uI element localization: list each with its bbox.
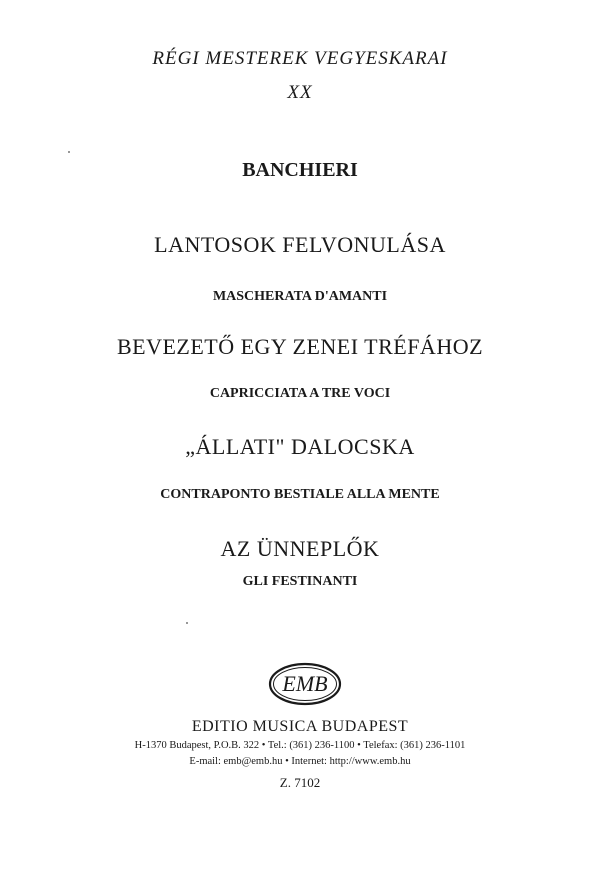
paper-speck [186, 622, 188, 624]
emb-logo [268, 662, 342, 706]
publisher-address: H-1370 Budapest, P.O.B. 322 • Tel.: (361) 236-1100 • Telefax: (361) 236-1101 [134, 740, 466, 751]
series-title: RÉGI MESTEREK VEGYESKARAI [152, 48, 448, 69]
work-title-2: BEVEZETŐ EGY ZENEI TRÉFÁHOZ [116, 334, 484, 359]
publisher-contact: E-mail: emb@emb.hu • Internet: http://www.emb.hu [189, 756, 411, 767]
catalog-number: Z. 7102 [279, 775, 321, 790]
publisher-name: EDITIO MUSICA BUDAPEST [191, 718, 409, 735]
work-subtitle-1: MASCHERATA D'AMANTI [212, 289, 388, 304]
work-subtitle-4: GLI FESTINANTI [242, 574, 358, 589]
series-volume: XX [287, 82, 313, 103]
work-title-3: „ÁLLATI" DALOCSKA [185, 434, 415, 459]
work-title-4: AZ ÜNNEPLŐK [220, 536, 380, 561]
work-subtitle-2: CAPRICCIATA A TRE VOCI [209, 386, 391, 401]
paper-speck [68, 151, 70, 153]
emb-logo-text: EMB [282, 671, 328, 696]
work-title-1: LANTOSOK FELVONULÁSA [154, 232, 446, 257]
work-subtitle-3: CONTRAPONTO BESTIALE ALLA MENTE [160, 487, 440, 502]
composer-name: BANCHIERI [242, 159, 358, 181]
